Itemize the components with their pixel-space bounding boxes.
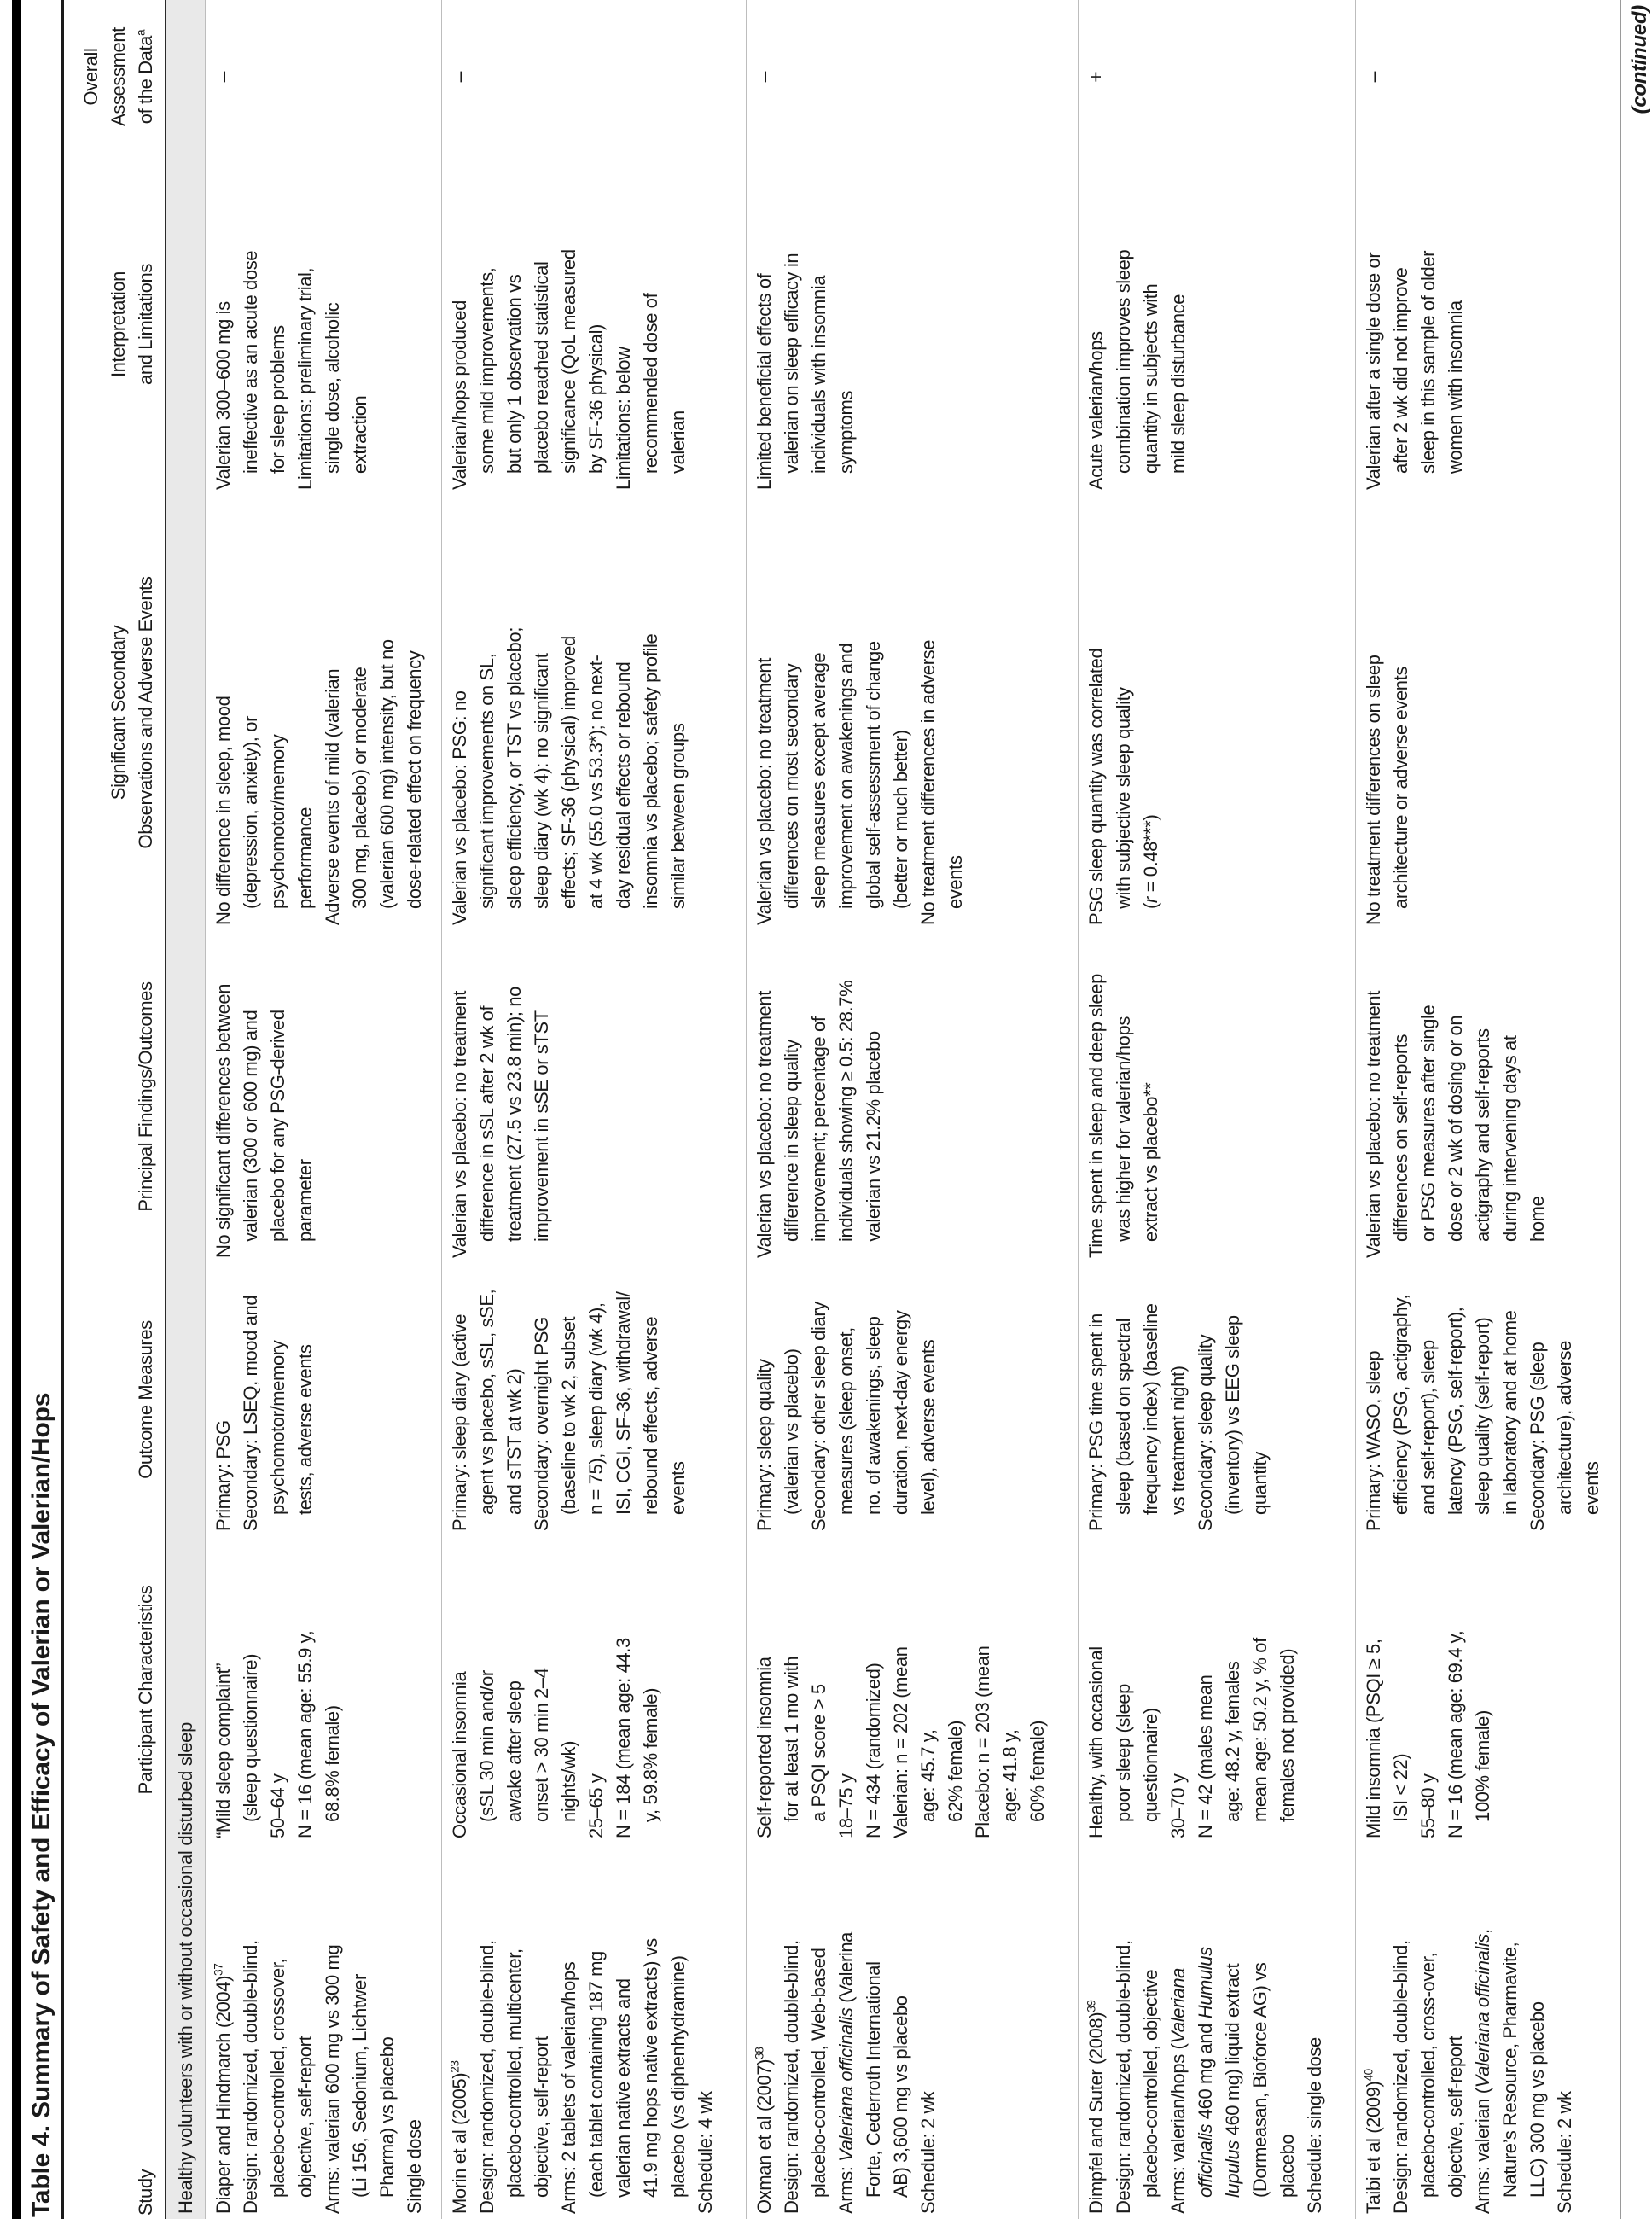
text-line: tests, adverse events: [294, 1344, 316, 1515]
text-line: 62% female): [945, 1720, 966, 1822]
text-line: 18–75 y: [835, 1773, 857, 1838]
text-line: Primary: WASO, sleep: [1363, 1350, 1384, 1531]
text-line: placebo-controlled, Web-based: [808, 1948, 829, 2198]
text-line: with subjective sleep quality: [1113, 687, 1134, 909]
text-line: 55–80 y: [1417, 1773, 1439, 1838]
text-line: Valerian after a single dose or: [1363, 252, 1384, 490]
text-line: no. of awakenings, sleep: [863, 1316, 884, 1515]
text-line: Interpretation: [108, 271, 129, 378]
text-line: Forte, Cederroth International: [863, 1961, 884, 2198]
cell-row3-interpretation: [751, 154, 1074, 495]
text-line: mean age: 50.2 y, % of: [1249, 1638, 1271, 1822]
text-line: age: 41.8 y,: [999, 1729, 1021, 1822]
section-header: Healthy volunteers with or without occasional disturbed sleep: [166, 0, 206, 2219]
column-header-outcome: [132, 1263, 160, 1536]
cell-row2-participant: [446, 1536, 742, 1843]
text-line: Adverse events of mild (valerian: [322, 668, 343, 925]
text-line: nights/wk): [558, 1740, 579, 1822]
cell-row5-study: [1360, 1843, 1616, 2219]
study-row-2: [442, 0, 747, 2219]
table-title: Table 4. Summary of Safety and Efficacy of Valerian or Valerian/Hops: [21, 0, 64, 2219]
text-line: Participant Characteristics: [135, 1585, 156, 1795]
text-line: Primary: PSG: [212, 1420, 234, 1531]
text-line: dose or 2 wk of dosing or on: [1445, 1015, 1466, 1242]
text-line: Arms: valerian 600 mg vs 300 mg: [322, 1944, 343, 2214]
cell-row3-secondary: [751, 495, 1074, 930]
text-line: Secondary: sleep quality: [1195, 1334, 1216, 1531]
text-line: difference in sSL after 2 wk of: [476, 1005, 497, 1242]
text-line: individuals with insomnia: [808, 275, 829, 474]
text-line: “Mild sleep complaint”: [212, 1663, 234, 1838]
cell-row5-overall: –: [1362, 71, 1384, 83]
text-line: (valerian vs placebo): [781, 1348, 802, 1515]
text-line: ineffective as an acute dose: [240, 250, 261, 474]
cell-row5-outcome: [1360, 1263, 1616, 1536]
cell-row1-participant: [210, 1536, 438, 1843]
text-line: 68.8% female): [322, 1705, 343, 1822]
text-line: Taibi et al $(2009)^{40}$: [1362, 2069, 1384, 2214]
text-line: effects; SF-36 (physical) improved: [558, 636, 579, 909]
text-line: Acute valerian/hops: [1085, 331, 1107, 490]
text-line: y, 59.8% female): [640, 1687, 661, 1822]
text-line: after 2 wk did not improve: [1390, 267, 1411, 474]
text-line: Valerian/hops produced: [449, 300, 470, 490]
text-line: duration, next-day energy: [890, 1310, 911, 1515]
cell-row4-study: [1083, 1843, 1352, 2219]
text-line: Limitations: preliminary trial,: [294, 267, 316, 490]
text-line: sleep quality (self-report): [1472, 1317, 1493, 1515]
table-header-row: [64, 0, 166, 2219]
text-line: females not provided): [1277, 1648, 1298, 1822]
text-line: (valerian 600 mg) intensity, but no: [376, 639, 398, 909]
text-line: improvement in sSE or sTST: [531, 1010, 552, 1242]
text-line: significant improvements on SL,: [476, 653, 497, 909]
text-line: AB) 3,600 mg vs placebo: [890, 1995, 911, 2198]
text-line: a PSQI score > 5: [808, 1684, 829, 1822]
text-line: Schedule: 2 wk: [917, 2091, 939, 2214]
text-line: events: [667, 1461, 689, 1515]
text-line: 100% female): [1472, 1710, 1493, 1822]
text-line: Arms: 2 tablets of valerian/hops: [558, 1961, 579, 2214]
text-line: level), adverse events: [917, 1339, 939, 1515]
text-line: dose-related effect on frequency: [404, 650, 425, 909]
text-line: differences on self-reports: [1390, 1034, 1411, 1242]
text-line: women with insomnia: [1445, 300, 1466, 474]
text-line: Secondary: overnight PSG: [531, 1317, 552, 1531]
text-line: actigraphy and self-reports: [1472, 1028, 1493, 1242]
text-line: Schedule: 4 wk: [695, 2091, 716, 2214]
text-line: Outcome Measures: [135, 1320, 156, 1479]
text-line: psychomotor/memory: [267, 734, 288, 909]
text-line: during intervening days at: [1499, 1035, 1521, 1242]
text-line: sleep (based on spectral: [1113, 1318, 1134, 1515]
text-line: Secondary: PSG (sleep: [1527, 1342, 1548, 1531]
text-line: performance: [294, 807, 316, 909]
text-line: vs treatment night): [1167, 1366, 1189, 1515]
text-line: ISI < 22): [1390, 1753, 1411, 1822]
text-line: Arms: valerian/hops (Valeriana: [1167, 1968, 1189, 2214]
text-line: recommended dose of: [640, 293, 661, 474]
text-line: (each tablet containing 187 mg: [585, 1951, 607, 2198]
text-line: treatment (27.5 vs 23.8 min); no: [503, 986, 525, 1242]
text-line: objective, self-report: [294, 2036, 316, 2198]
text-line: Occasional insomnia: [449, 1671, 470, 1838]
text-line: Design: randomized, double-blind,: [781, 1940, 802, 2214]
text-line: 25–65 y: [585, 1773, 607, 1838]
text-line: latency (PSG, self-report),: [1445, 1307, 1466, 1515]
text-line: onset > 30 min 2–4: [531, 1668, 552, 1822]
text-line: 60% female): [1027, 1720, 1048, 1822]
text-line: Oxman et al $(2007)^{38}$: [753, 2047, 775, 2214]
text-line: Limitations: below: [613, 347, 634, 490]
cell-row4-secondary: [1083, 495, 1352, 930]
text-line: architecture or adverse events: [1390, 667, 1411, 909]
text-line: by SF-36 physical): [585, 324, 607, 474]
text-line: events: [945, 855, 966, 909]
text-line: placebo (vs diphenhydramine): [667, 1955, 689, 2198]
text-line: efficiency (PSG, actigraphy,: [1390, 1294, 1411, 1515]
text-line: frequency index) (baseline: [1140, 1303, 1161, 1515]
text-line: Design: randomized, double-blind,: [476, 1940, 497, 2214]
text-line: day residual effects or rebound: [613, 661, 634, 909]
cell-row2-outcome: [446, 1263, 742, 1536]
text-line: Assessment: [108, 27, 129, 126]
text-line: Arms: valerian (Valeriana officinalis,: [1472, 1929, 1493, 2214]
cell-row1-secondary: [210, 495, 438, 930]
text-line: officinalis 460 mg and Humulus: [1195, 1947, 1216, 2198]
text-line: placebo-controlled, objective: [1140, 1969, 1161, 2198]
text-line: difference in sleep quality: [781, 1039, 802, 1242]
text-line: 50–64 y: [267, 1773, 288, 1838]
text-line: extract vs placebo**: [1140, 1082, 1161, 1242]
text-line: differences on most secondary: [781, 663, 802, 909]
text-line: combination improves sleep: [1113, 249, 1134, 474]
column-header-findings: [132, 930, 160, 1263]
text-line: questionnaire): [1140, 1708, 1161, 1822]
text-line: Healthy, with occasional: [1085, 1646, 1107, 1838]
text-line: Valerian vs placebo: no treatment: [449, 991, 470, 1258]
text-line: 300 mg, placebo) or moderate: [349, 667, 370, 909]
text-line: No treatment differences on sleep: [1363, 655, 1384, 925]
text-line: quantity in subjects with: [1140, 283, 1161, 474]
text-line: Valerian: n = 202 (mean: [890, 1646, 911, 1838]
text-line: valerian (300 or 600 mg) and: [240, 1010, 261, 1242]
text-line: awake after sleep: [503, 1680, 525, 1822]
text-line: placebo for any PSG-derived: [267, 1010, 288, 1242]
text-line: sleep measures except average: [808, 652, 829, 909]
text-line: (baseline to wk 2, subset: [558, 1316, 579, 1515]
text-line: home: [1527, 1196, 1548, 1242]
cell-row2-secondary: [446, 495, 742, 930]
text-line: significance (QoL measured: [558, 249, 579, 474]
cell-row2-study: [446, 1843, 742, 2219]
text-line: Arms: Valeriana officinalis (Valerina: [835, 1931, 857, 2214]
text-line: Limited beneficial effects of: [753, 273, 775, 490]
text-line: Valerian vs placebo: no treatment: [753, 991, 775, 1258]
cell-row3-participant: [751, 1536, 1074, 1843]
text-line: age: 48.2 y, females: [1222, 1661, 1243, 1822]
text-line: improvement on awakenings and: [835, 643, 857, 909]
text-line: (r = 0.48***): [1140, 814, 1161, 909]
cell-row4-interpretation: [1083, 154, 1352, 495]
cell-row3-study: [751, 1843, 1074, 2219]
cell-row4-participant: [1083, 1536, 1352, 1843]
text-line: No significant differences between: [212, 983, 234, 1258]
cell-row3-overall: –: [753, 71, 775, 83]
text-line: architecture), adverse: [1554, 1341, 1575, 1515]
text-line: placebo-controlled, cross-over,: [1417, 1952, 1439, 2198]
text-line: n = 75), sleep diary (wk 4),: [585, 1302, 607, 1515]
title-top-rule: [12, 0, 21, 2219]
text-line: Valerian 300–600 mg is: [212, 301, 234, 490]
text-line: valerian native extracts and: [613, 1978, 634, 2198]
cell-row3-outcome: [751, 1263, 1074, 1536]
cell-row5-interpretation: [1360, 154, 1616, 495]
text-line: rebound effects, adverse: [640, 1316, 661, 1515]
text-line: valerian vs 21.2% placebo: [863, 1031, 884, 1242]
text-line: (sleep questionnaire): [240, 1653, 261, 1822]
text-line: Schedule: 2 wk: [1554, 2091, 1575, 2214]
text-line: Schedule: single dose: [1304, 2037, 1325, 2214]
text-line: Design: randomized, double-blind,: [1390, 1940, 1411, 2214]
text-line: ISI, CGI, SF-36, withdrawal/: [613, 1291, 634, 1515]
text-line: for at least 1 mo with: [781, 1656, 802, 1822]
text-line: Nature’s Resource, Pharmavite,: [1499, 1942, 1521, 2198]
text-line: N = 16 (mean age: 55.9 y,: [294, 1630, 316, 1838]
text-line: Significant Secondary: [108, 625, 129, 801]
text-line: sleep in this sample of older: [1417, 250, 1439, 474]
text-line: some mild improvements,: [476, 267, 497, 474]
text-line: Pharma) vs placebo: [376, 2036, 398, 2198]
column-header-secondary: [105, 495, 160, 930]
text-line: was higher for valerian/hops: [1113, 1016, 1134, 1242]
text-line: objective, self-report: [1445, 2036, 1466, 2198]
text-line: or PSG measures after single: [1417, 1005, 1439, 1242]
table-body: [206, 0, 1620, 2219]
cell-row5-findings: [1360, 930, 1616, 1263]
text-line: 30–70 y: [1167, 1773, 1189, 1838]
text-line: (Li 156, Sedonium, Lichtwer: [349, 1974, 370, 2198]
text-line: sleep diary (wk 4): no significant: [531, 653, 552, 909]
text-line: Secondary: LSEQ, mood and: [240, 1295, 261, 1531]
study-row-3: [747, 0, 1079, 2219]
cell-row1-overall: –: [212, 71, 234, 83]
text-line: parameter: [294, 1159, 316, 1242]
text-line: Dimpfel and Suter $(2008)^{39}$: [1085, 2000, 1107, 2214]
text-line: placebo reached statistical: [531, 261, 552, 474]
cell-row1-outcome: [210, 1263, 438, 1536]
text-line: psychomotor/memory: [267, 1340, 288, 1515]
text-line: age: 45.7 y,: [917, 1729, 939, 1822]
study-row-5: [1356, 0, 1620, 2219]
cell-row2-overall: –: [448, 71, 470, 83]
text-line: placebo-controlled, multicenter,: [503, 1948, 525, 2198]
text-line: but only 1 observation vs: [503, 274, 525, 474]
text-line: Valerian vs placebo: no treatment: [1363, 991, 1384, 1258]
text-line: Design: randomized, double-blind,: [240, 1940, 261, 2214]
study-row-1: [206, 0, 442, 2219]
text-line: lupulus 460 mg) liquid extract: [1222, 1963, 1243, 2198]
column-header-interpretation: [105, 154, 160, 495]
cell-row1-findings: [210, 930, 438, 1263]
text-line: and sTST at wk 2): [503, 1368, 525, 1515]
text-line: insomnia vs placebo; safety profile: [640, 633, 661, 909]
cell-row4-outcome: [1083, 1263, 1352, 1536]
text-line: (depression, anxiety), or: [240, 716, 261, 909]
cell-row1-interpretation: [210, 154, 438, 495]
text-line: Principal Findings/Outcomes: [135, 981, 156, 1212]
text-line: Design: randomized, double-blind,: [1113, 1940, 1134, 2214]
text-line: Single dose: [404, 2119, 425, 2214]
text-line: N = 16 (mean age: 69.4 y,: [1445, 1630, 1466, 1838]
text-line: Diaper and Hindmarch $(2004)^{37}$: [212, 1963, 234, 2214]
text-line: agent vs placebo, sSL, sSE,: [476, 1289, 497, 1515]
cell-row5-secondary: [1360, 495, 1616, 930]
text-line: in laboratory and at home: [1499, 1310, 1521, 1515]
cell-row4-findings: [1083, 930, 1352, 1263]
text-line: valerian on sleep efficacy in: [781, 253, 802, 474]
text-line: Observations and Adverse Events: [135, 576, 156, 849]
text-line: and self-report), sleep: [1417, 1340, 1439, 1515]
text-line: mild sleep disturbance: [1167, 294, 1189, 474]
text-line: Valerian vs placebo: no treatment: [753, 658, 775, 925]
text-line: Mild insomnia (PSQI ≥ 5,: [1363, 1639, 1384, 1838]
text-line: placebo-controlled, crossover,: [267, 1958, 288, 2198]
text-line: PSG sleep quantity was correlated: [1085, 648, 1107, 925]
cell-row4-overall: +: [1085, 71, 1107, 83]
text-line: N = 434 (randomized): [863, 1663, 884, 1838]
text-line: at 4 wk (55.0 vs 53.3*); no next-: [585, 655, 607, 909]
column-header-overall: [76, 0, 160, 154]
text-line: valerian: [667, 411, 689, 474]
text-line: events: [1581, 1461, 1603, 1515]
text-line: Study: [135, 2169, 156, 2216]
column-header-participant: [132, 1536, 160, 1843]
text-line: global self-assessment of change: [863, 641, 884, 909]
text-line: individuals showing ≥ 0.5: 28.7%: [835, 980, 857, 1242]
cell-row2-findings: [446, 930, 742, 1263]
text-line: Morin et al $(2005)^{23}$: [448, 2060, 470, 2214]
text-line: Overall: [80, 48, 102, 106]
text-line: LLC) 300 mg vs placebo: [1527, 2001, 1548, 2198]
cell-row5-participant: [1360, 1536, 1616, 1843]
text-line: measures (sleep onset,: [835, 1327, 857, 1515]
text-line: (Dormeasan, Bioforce AG) vs: [1249, 1962, 1271, 2198]
column-header-study: [132, 1843, 160, 2219]
text-line: N = 42 (males mean: [1195, 1674, 1216, 1838]
text-line: quantity: [1249, 1452, 1271, 1515]
text-line: Primary: PSG time spent in: [1085, 1313, 1107, 1531]
text-line: of the Data$^a$: [134, 29, 156, 125]
text-line: similar between groups: [667, 723, 689, 909]
text-line: No difference in sleep, mood: [212, 696, 234, 925]
text-line: (sSL 30 min and/or: [476, 1670, 497, 1822]
text-line: Placebo: n = 203 (mean: [972, 1645, 993, 1838]
cell-row3-findings: [751, 930, 1074, 1263]
text-line: Primary: sleep quality: [753, 1359, 775, 1531]
text-line: Valerian vs placebo: PSG: no: [449, 690, 470, 925]
text-line: sleep efficiency, or TST vs placebo;: [503, 626, 525, 909]
study-row-4: [1079, 0, 1356, 2219]
text-line: Self-reported insomnia: [753, 1657, 775, 1838]
text-line: single dose, alcoholic: [322, 302, 343, 474]
cell-row1-study: [210, 1843, 438, 2219]
text-line: placebo: [1277, 2134, 1298, 2198]
text-line: and Limitations: [135, 264, 156, 385]
text-line: 41.9 mg hops native extracts) vs: [640, 1938, 661, 2198]
text-line: symptoms: [835, 390, 857, 474]
text-line: Time spent in sleep and deep sleep: [1085, 974, 1107, 1258]
text-line: (inventory) vs EEG sleep: [1222, 1315, 1243, 1515]
continued-label: (continued): [1628, 5, 1651, 114]
text-line: Secondary: other sleep diary: [808, 1302, 829, 1531]
text-line: objective, self-report: [531, 2036, 552, 2198]
text-line: improvement; percentage of: [808, 1016, 829, 1242]
text-line: poor sleep (sleep: [1113, 1684, 1134, 1822]
text-line: extraction: [349, 395, 370, 474]
cell-row2-interpretation: [446, 154, 742, 495]
text-line: N = 184 (mean age: 44.3: [613, 1638, 634, 1838]
text-line: No treatment differences in adverse: [917, 639, 939, 925]
text-line: for sleep problems: [267, 325, 288, 474]
text-line: Primary: sleep diary (active: [449, 1313, 470, 1531]
text-line: (better or much better): [890, 730, 911, 909]
